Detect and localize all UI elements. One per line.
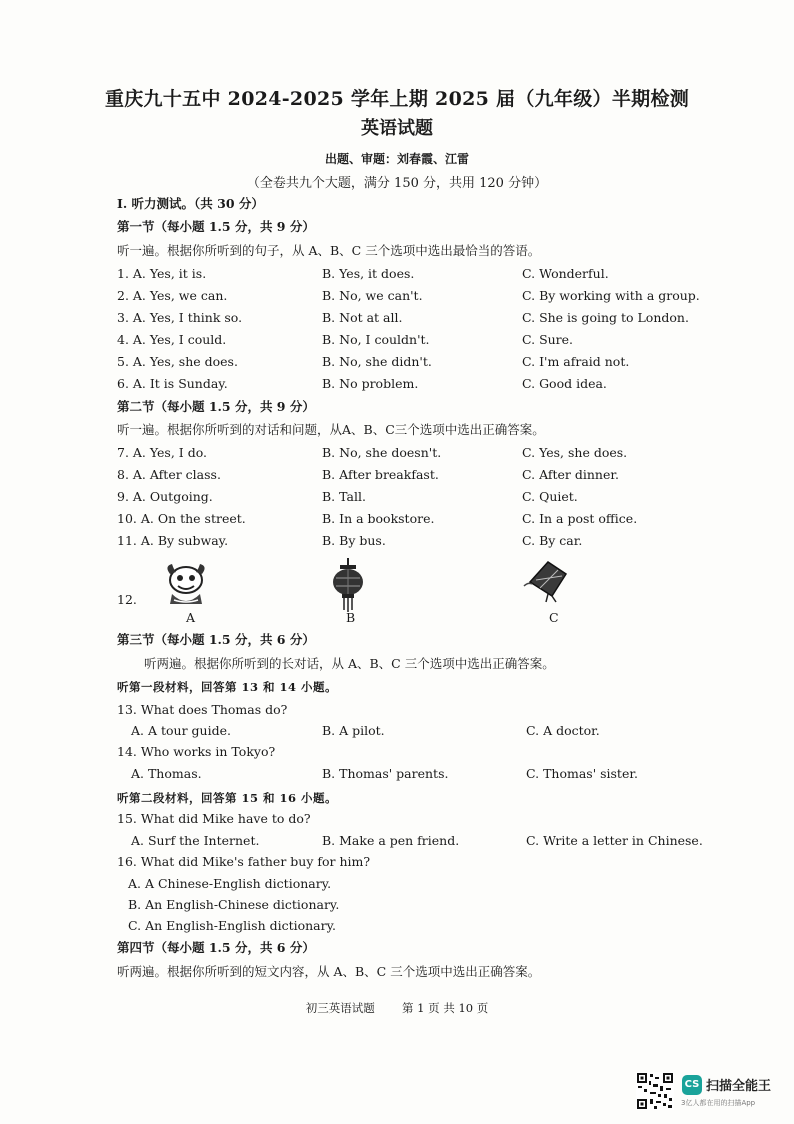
q13-option-b: B. A pilot. <box>322 723 385 738</box>
section2-instruction: 听一遍。根据你所听到的对话和问题，从A、B、C三个选项中选出正确答案。 <box>117 422 545 437</box>
q15-option-b: B. Make a pen friend. <box>322 833 460 848</box>
q1-option-a: 1. A. Yes, it is. <box>117 266 207 281</box>
section1-heading: 第一节（每小题 1.5 分，共 9 分） <box>117 219 315 234</box>
q5-option-a: 5. A. Yes, she does. <box>117 354 238 369</box>
q2-option-b: B. No, we can't. <box>322 288 423 303</box>
q11-option-a: 11. A. By subway. <box>117 533 229 548</box>
camscanner-logo: CS <box>682 1075 702 1095</box>
q12-label-b: B <box>346 610 356 625</box>
q2-option-a: 2. A. Yes, we can. <box>117 288 228 303</box>
part-heading: I. 听力测试。（共 30 分） <box>117 196 264 211</box>
camscanner-tagline: 3亿人都在用的扫描App <box>681 1099 756 1107</box>
q14-option-a: A. Thomas. <box>131 766 202 781</box>
q6-option-b: B. No problem. <box>322 376 419 391</box>
q6-option-c: C. Good idea. <box>522 376 607 391</box>
q8-option-c: C. After dinner. <box>522 467 619 482</box>
q3-option-b: B. Not at all. <box>322 310 403 325</box>
q1-option-c: C. Wonderful. <box>522 266 609 281</box>
q3-option-c: C. She is going to London. <box>522 310 689 325</box>
q13-stem: 13. What does Thomas do? <box>117 702 288 717</box>
q11-option-b: B. By bus. <box>322 533 386 548</box>
q16-stem: 16. What did Mike's father buy for him? <box>117 854 371 869</box>
q9-option-b: B. Tall. <box>322 489 366 504</box>
q6-option-a: 6. A. It is Sunday. <box>117 376 228 391</box>
exam-subject: 英语试题 <box>361 118 433 139</box>
q10-option-c: C. In a post office. <box>522 511 638 526</box>
q2-option-c: C. By working with a group. <box>522 288 700 303</box>
page-footer <box>0 1000 794 1016</box>
q7-option-c: C. Yes, she does. <box>522 445 628 460</box>
q5-option-b: B. No, she didn't. <box>322 354 432 369</box>
q15-option-a: A. Surf the Internet. <box>131 833 260 848</box>
q14-option-b: B. Thomas' parents. <box>322 766 449 781</box>
q14-stem: 14. Who works in Tokyo? <box>117 744 276 759</box>
q12-label-c: C <box>549 610 559 625</box>
q15-option-c: C. Write a letter in Chinese. <box>526 833 703 848</box>
exam-note: （全卷共九个大题，满分 150 分，共用 120 分钟） <box>246 176 548 191</box>
q4-option-a: 4. A. Yes, I could. <box>117 332 227 347</box>
lantern-icon <box>328 558 368 614</box>
zongzi-icon <box>522 556 574 604</box>
q16-option-a: A. A Chinese-English dictionary. <box>128 876 332 891</box>
q3-option-a: 3. A. Yes, I think so. <box>117 310 243 325</box>
q12-number: 12. <box>117 592 137 607</box>
q4-option-c: C. Sure. <box>522 332 574 347</box>
q7-option-b: B. No, she doesn't. <box>322 445 442 460</box>
q10-option-b: B. In a bookstore. <box>322 511 435 526</box>
q15-stem: 15. What did Mike have to do? <box>117 811 311 826</box>
footer-course: 初三英语试题 <box>305 1001 375 1015</box>
section2-heading: 第二节（每小题 1.5 分，共 9 分） <box>117 399 315 414</box>
q4-option-b: B. No, I couldn't. <box>322 332 430 347</box>
q11-option-c: C. By car. <box>522 533 583 548</box>
q7-option-a: 7. A. Yes, I do. <box>117 445 207 460</box>
q5-option-c: C. I'm afraid not. <box>522 354 630 369</box>
section3-instruction: 听两遍。根据你所听到的长对话，从 A、B、C 三个选项中选出正确答案。 <box>144 656 555 671</box>
q14-option-c: C. Thomas' sister. <box>526 766 638 781</box>
q12-label-a: A <box>186 610 196 625</box>
lion-dance-icon <box>160 560 212 610</box>
section1-instruction: 听一遍。根据你所听到的句子，从 A、B、C 三个选项中选出最恰当的答语。 <box>117 243 541 258</box>
q16-option-c: C. An English-English dictionary. <box>128 918 336 933</box>
q13-option-a: A. A tour guide. <box>131 723 231 738</box>
qr-code-icon <box>636 1072 674 1110</box>
exam-authors: 出题、审题：刘春霞、江雷 <box>324 152 469 166</box>
material1-note: 听第一段材料，回答第 13 和 14 小题。 <box>117 680 338 694</box>
material2-note: 听第二段材料，回答第 15 和 16 小题。 <box>117 791 338 805</box>
footer-page-number: 第 1 页 共 10 页 <box>402 1001 489 1015</box>
q13-option-c: C. A doctor. <box>526 723 600 738</box>
exam-title: 重庆九十五中 2024-2025 学年上期 2025 届（九年级）半期检测 <box>104 88 690 110</box>
q9-option-a: 9. A. Outgoing. <box>117 489 213 504</box>
section4-heading: 第四节（每小题 1.5 分，共 6 分） <box>117 940 315 955</box>
q8-option-b: B. After breakfast. <box>322 467 439 482</box>
q1-option-b: B. Yes, it does. <box>322 266 415 281</box>
q9-option-c: C. Quiet. <box>522 489 578 504</box>
camscanner-name: 扫描全能王 <box>706 1079 772 1094</box>
q8-option-a: 8. A. After class. <box>117 467 221 482</box>
section4-instruction: 听两遍。根据你所听到的短文内容，从 A、B、C 三个选项中选出正确答案。 <box>117 964 541 979</box>
q10-option-a: 10. A. On the street. <box>117 511 246 526</box>
section3-heading: 第三节（每小题 1.5 分，共 6 分） <box>117 632 315 647</box>
q16-option-b: B. An English-Chinese dictionary. <box>128 897 340 912</box>
